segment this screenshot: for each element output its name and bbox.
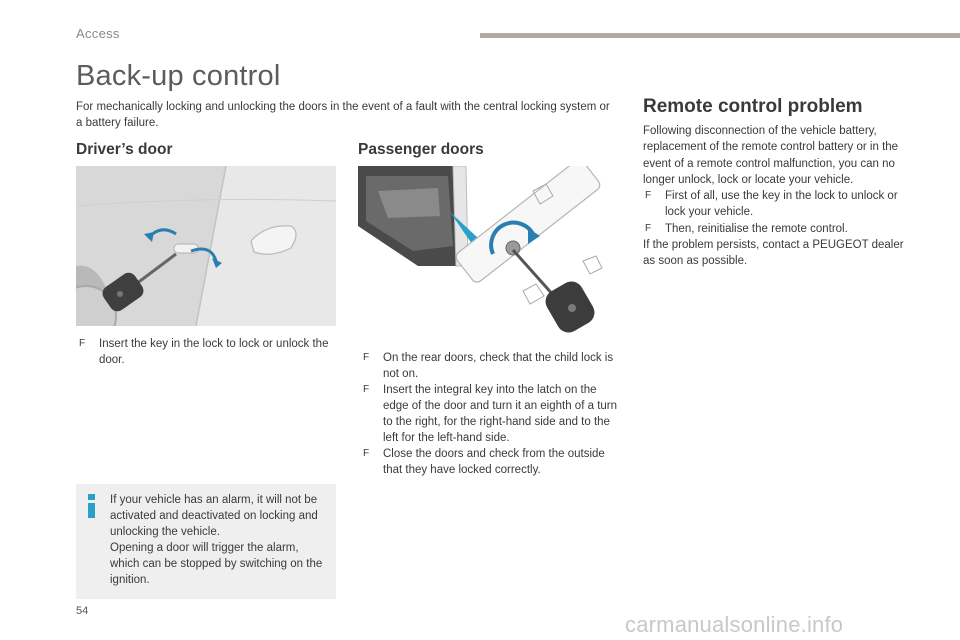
list-item: [360, 350, 622, 382]
list-item: [360, 446, 622, 478]
header-bar: [480, 33, 960, 38]
intro-text: For mechanically locking and unlocking the doors in the event of a fault with the central locking system or a battery failure.: [76, 101, 610, 129]
remote-outro: If the problem persists, contact a PEUGEOT dealer as soon as possible.: [643, 239, 904, 268]
list-item: [643, 221, 913, 237]
driver-door-heading: Driver’s door: [76, 141, 173, 158]
driver-door-illustration: [76, 166, 336, 326]
step-text: First of all, use the key in the lock to unlock or lock your vehicle.: [665, 190, 898, 219]
page-number: 54: [76, 605, 89, 617]
remote-problem-text: [643, 123, 913, 270]
passenger-steps: [360, 350, 622, 478]
section-label: Access: [76, 26, 120, 41]
step-text: Insert the key in the lock to lock or unlock the door.: [99, 338, 329, 366]
info-icon: [86, 494, 96, 518]
alarm-info-text: If your vehicle has an alarm, it will not be activated and deactivated on locking and unlocking the vehicle. Opening a door will trigger the alarm, which can be stopped by switching on the ignition.: [110, 494, 323, 586]
driver-steps: [76, 336, 336, 368]
step-text: Close the doors and check from the outside that they have locked correctly.: [383, 448, 605, 476]
remote-intro: Following disconnection of the vehicle battery, replacement of the remote control battery or in the event of a remote control malfunction, you can no longer unlock, lock or locate your vehicle.: [643, 125, 899, 186]
bullet-mark: F: [645, 222, 652, 234]
list-item: [360, 382, 622, 446]
list-item: [76, 336, 336, 368]
passenger-door-illustration: [358, 166, 620, 336]
step-text: Then, reinitialise the remote control.: [665, 222, 848, 235]
list-item: [643, 188, 913, 221]
alarm-info-box: [76, 484, 336, 599]
step-text: Insert the integral key into the latch on the edge of the door and turn it an eighth of a turn to the right, for the right-hand side and to the left for the left-hand side.: [383, 384, 618, 444]
page-title: Back-up control: [76, 60, 281, 92]
watermark[interactable]: carmanualsonline.info: [625, 612, 844, 637]
remote-problem-heading: Remote control problem: [643, 96, 863, 117]
passenger-doors-heading: Passenger doors: [358, 141, 484, 158]
bullet-mark: F: [363, 384, 370, 395]
bullet-mark: F: [363, 352, 370, 363]
bullet-mark: F: [363, 448, 370, 459]
step-text: On the rear doors, check that the child lock is not on.: [383, 352, 614, 380]
bullet-mark: F: [79, 338, 86, 349]
bullet-mark: F: [645, 190, 652, 202]
